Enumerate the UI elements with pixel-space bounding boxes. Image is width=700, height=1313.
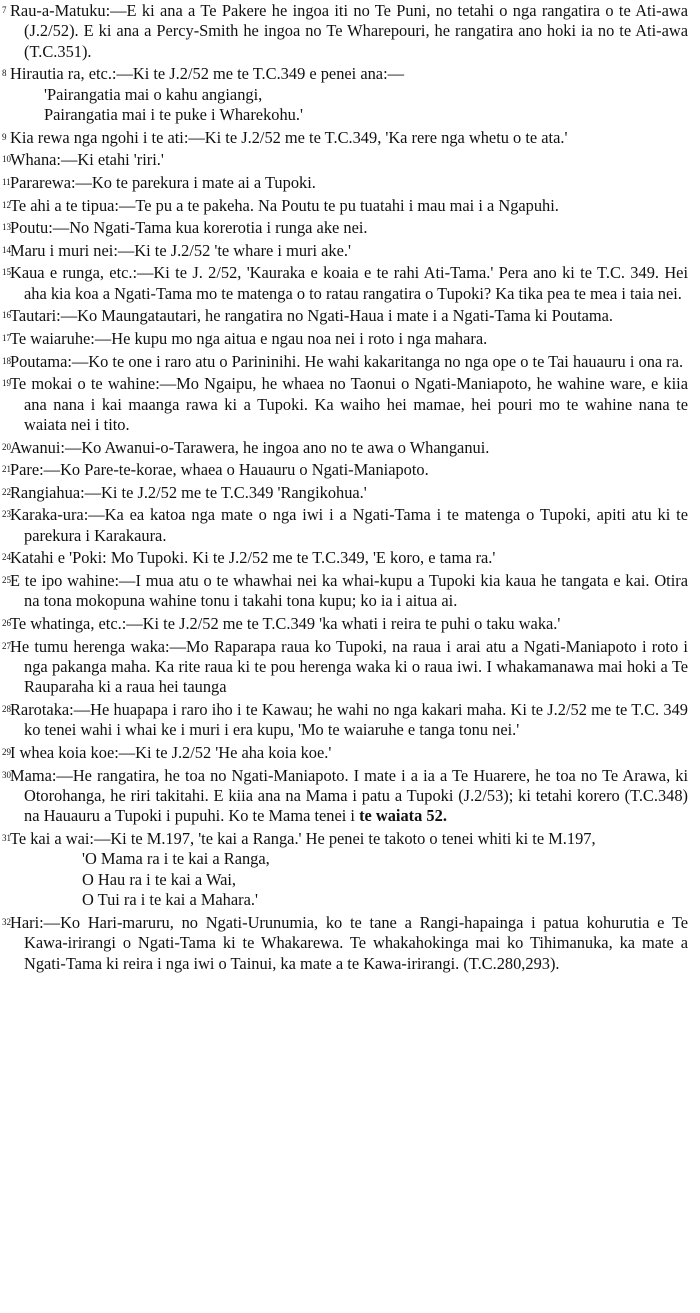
footnote-15 <box>2 262 688 304</box>
footnote-number: 24 <box>2 552 11 563</box>
footnote-18 <box>2 351 688 372</box>
footnote-text: Kaua e runga, etc.:—Ki te J. 2/52, 'Kauraka e koaia e te rahi Ati-Tama.' Pera ano ki te T.C. 349. Hei aha kia koa a Ngati-Tama mo te matenga o to ratau rangatira o Tupoki? Ka tika pea te mea i taia nei. <box>10 263 688 303</box>
footnote-number: 19 <box>2 378 11 389</box>
footnote-number: 11 <box>2 177 11 187</box>
footnote-21 <box>2 459 688 480</box>
footnote-number: 7 <box>2 5 7 15</box>
footnote-23 <box>2 504 688 546</box>
footnote-26 <box>2 613 688 634</box>
verse-line: 'O Mama ra i te kai a Ranga, <box>82 849 270 869</box>
footnote-text: Hari:—Ko Hari-maruru, no Ngati-Urunumia, ko te tane a Rangi-hapainga i patua kohurutia e Te Kawa-irirangi o Ngati-Tama ki te Whakarewa. Te whakahokinga mai ko Tihimanuka, ka mate a Ngati-Tama ki reira i nga iwi o Tainui, ka mate a te Kawa-irirangi. (T.C.280,293). <box>10 912 688 973</box>
footnote-text: Pare:—Ko Pare-te-korae, whaea o Hauauru o Ngati-Maniapoto. <box>10 460 429 480</box>
footnote-text: Mama:—He rangatira, he toa no Ngati-Maniapoto. I mate i a ia a Te Huarere, he toa no Te Arawa, ki Otorohanga, he riri takitahi. E kiia ana na Mama i patu a Tupoki (J.2/53); ki tetahi korero (T.C.348) na Hauauru a Tupoki i pupuhi. Ko te Mama tenei i <box>10 765 688 826</box>
footnote-text-bold: te waiata 52. <box>359 806 447 826</box>
footnote-number: 26 <box>2 617 11 628</box>
footnote-number: 9 <box>2 131 7 142</box>
footnote-number: 32 <box>2 916 11 927</box>
footnote-number: 13 <box>2 222 11 233</box>
footnote-text: Poutama:—Ko te one i raro atu o Parininihi. He wahi kakaritanga no nga ope o te Tai hauauru i ona ra. <box>10 351 684 371</box>
footnote-24 <box>2 547 688 568</box>
footnote-text: Whana:—Ki etahi 'riri.' <box>10 150 164 170</box>
footnote-25 <box>2 570 688 612</box>
footnote-number: 31 <box>2 832 11 843</box>
footnote-number: 17 <box>2 332 11 343</box>
footnote-number: 25 <box>2 574 11 585</box>
footnote-11 <box>2 172 688 193</box>
footnote-27 <box>2 636 688 698</box>
footnote-text: Maru i muri nei:—Ki te J.2/52 'te whare i muri ake.' <box>10 240 351 260</box>
footnote-text: Poutu:—No Ngati-Tama kua korerotia i runga ake nei. <box>10 218 368 238</box>
footnote-17 <box>2 328 688 349</box>
footnote-text: Kia rewa nga ngohi i te ati:—Ki te J.2/52 me te T.C.349, 'Ka rere nga whetu o te ata.' <box>10 127 568 147</box>
footnote-text: Pararewa:—Ko te parekura i mate ai a Tupoki. <box>10 173 316 192</box>
footnote-text: Te waiaruhe:—He kupu mo nga aitua e ngau noa nei i roto i nga mahara. <box>10 328 488 348</box>
verse-line: O Hau ra i te kai a Wai, <box>82 869 237 889</box>
footnote-29 <box>2 742 688 763</box>
footnote-number: 29 <box>2 746 11 757</box>
footnote-number: 18 <box>2 355 11 366</box>
footnote-number: 8 <box>2 68 7 79</box>
footnote-7 <box>2 0 688 62</box>
footnote-number: 15 <box>2 267 11 278</box>
footnote-30 <box>2 765 688 827</box>
footnote-text: Hirautia ra, etc.:—Ki te J.2/52 me te T.C.349 e penei ana:— <box>10 64 405 84</box>
footnote-19 <box>2 373 688 435</box>
footnote-number: 14 <box>2 244 11 255</box>
footnote-text: Te ahi a te tipua:—Te pu a te pakeha. Na Poutu te pu tuatahi i mau mai i a Ngapuhi. <box>10 195 559 215</box>
footnote-10 <box>2 149 688 170</box>
verse-line: Pairangatia mai i te puke i Wharekohu.' <box>44 105 303 125</box>
footnote-text: Karaka-ura:—Ka ea katoa nga mate o nga iwi i a Ngati-Tama i te matenga o Tupoki, apiti atu ki te parekura i Karakaura. <box>10 505 688 545</box>
footnote-text: Tautari:—Ko Maungatautari, he rangatira no Ngati-Haua i mate i a Ngati-Tama ki Poutama. <box>10 306 614 326</box>
footnote-text: Te whatinga, etc.:—Ki te J.2/52 me te T.C.349 'ka whati i reira te puhi o taku waka.' <box>10 613 561 633</box>
footnote-number: 22 <box>2 486 11 497</box>
footnote-text: He tumu herenga waka:—Mo Raparapa raua ko Tupoki, na raua i arai atu a Ngati-Maniapoto i roto i nga pakanga maha. Ka rite raua ki te pou herenga waka ki o raua iwi. I whakamanawa mai hoki a Te Rauparaha ki a raua hei taunga <box>10 636 688 697</box>
footnote-28 <box>2 699 688 741</box>
footnote-8 <box>2 63 688 125</box>
footnote-number: 20 <box>2 441 11 452</box>
footnote-number: 30 <box>2 769 11 780</box>
footnote-16 <box>2 305 688 326</box>
footnote-text: Rau-a-Matuku:—E ki ana a Te Pakere he ingoa iti no Te Puni, no tetahi o nga rangatira o te Ati-awa (J.2/52). E ki ana a Percy-Smith he ingoa no Te Wharepouri, he rangatira ano hoki ia no te Ati-awa (T.C.351). <box>10 1 688 61</box>
footnote-9 <box>2 127 688 148</box>
footnote-32 <box>2 912 688 974</box>
footnote-text: E te ipo wahine:—I mua atu o te whawhai nei ka whai-kupu a Tupoki kia kaua he tangata e kai. Otira na tona mokopuna wahine tonu i takahi tona kupu; ko ia i aitua ai. <box>10 570 688 611</box>
footnote-number: 10 <box>2 154 11 165</box>
footnote-20 <box>2 437 688 458</box>
footnote-number: 23 <box>2 509 11 520</box>
footnote-text: I whea koia koe:—Ki te J.2/52 'He aha koia koe.' <box>10 742 332 762</box>
footnote-number: 28 <box>2 703 11 714</box>
footnote-number: 16 <box>2 310 11 321</box>
footnote-14 <box>2 240 688 261</box>
footnote-text: Te kai a wai:—Ki te M.197, 'te kai a Ranga.' He penei te takoto o tenei whiti ki te M.197, <box>10 828 596 848</box>
footnote-text: Te mokai o te wahine:—Mo Ngaipu, he whaea no Taonui o Ngati-Maniapoto, he wahine ware, e kiia ana nana i kai maanga rawa ki a Tupoki. Ka waiho hei mamae, hei pouri mo te wahine nana te waiata nei i tito. <box>10 374 688 434</box>
footnote-text: Awanui:—Ko Awanui-o-Tarawera, he ingoa ano no te awa o Whanganui. <box>10 437 490 457</box>
footnote-number: 21 <box>2 464 11 475</box>
footnote-text: Rarotaka:—He huapapa i raro iho i te Kawau; he wahi no nga kakari maha. Ki te J.2/52 me te T.C. 349 ko tenei wahi i whai ke i muri i era kupu, 'Mo te waiaruhe e tanga tonu nei.' <box>10 699 688 740</box>
verse-line: O Tui ra i te kai a Mahara.' <box>82 890 258 910</box>
footnote-text: Katahi e 'Poki: Mo Tupoki. Ki te J.2/52 me te T.C.349, 'E koro, e tama ra.' <box>10 548 496 568</box>
footnote-31 <box>2 828 688 911</box>
footnote-number: 12 <box>2 199 11 210</box>
footnote-number: 27 <box>2 640 11 651</box>
footnote-text: Rangiahua:—Ki te J.2/52 me te T.C.349 'Rangikohua.' <box>10 482 367 502</box>
footnote-22 <box>2 482 688 503</box>
verse-line: 'Pairangatia mai o kahu angiangi, <box>44 84 263 104</box>
footnote-12 <box>2 195 688 216</box>
footnote-13 <box>2 217 688 238</box>
